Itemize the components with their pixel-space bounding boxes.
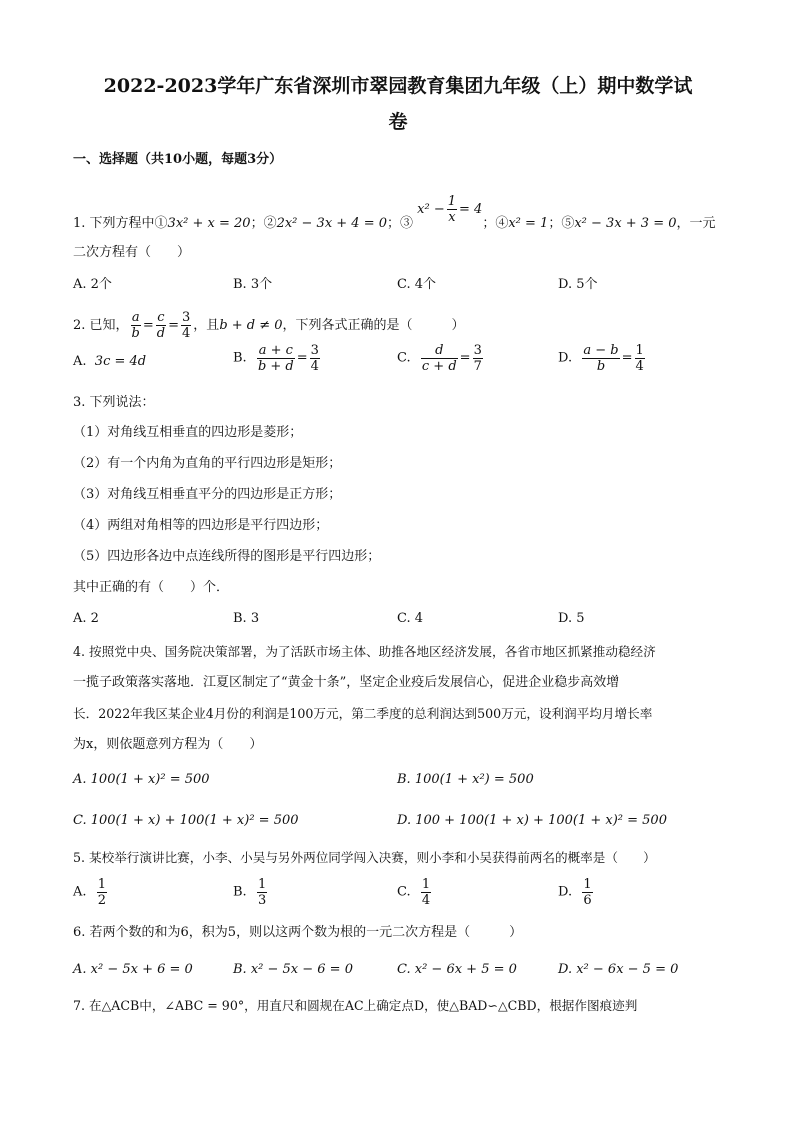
q3-option-c[interactable]: C. 4 [397,611,424,626]
exam-title-line1: 2022-2023学年广东省深圳市翠园教育集团九年级（上）期中数学试 [103,75,693,97]
q2-option-c[interactable]: C. $\frac{d}{c + d}$ = $\frac{3}{7}$ [397,343,482,374]
q3-statement-1: （1）对角线互相垂直的四边形是菱形； [73,425,303,440]
q1-eq2: 2x² − 3x + 4 = 0 [276,216,388,231]
q1-option-b[interactable]: B. 3个 [233,277,273,292]
question-3-stem: 3. 下列说法： [73,395,155,410]
question-4-line1: 4. 按照党中央、国务院决策部署，为了活跃市场主体、助推各地区经济发展，各省市地区抓紧推动稳经济 [73,644,656,659]
q1-suffix: ，一元 [676,216,716,231]
q1-eq1: 3x² + x = 20 [167,216,251,231]
q3-statement-2: （2）有一个内角为直角的平行四边形是矩形； [73,456,342,471]
q1-eq3: x² − $\frac{1}{x}$ = 4 [417,194,483,225]
q1-sep5: ；⑤ [548,216,575,231]
q4-option-a[interactable]: A. 100(1 + x)² = 500 [73,772,210,787]
q1-option-c[interactable]: C. 4个 [397,277,437,292]
question-2-stem: 2. 已知， $\frac{a}{b}$ = $\frac{c}{d}$ = $\frac{3}{4}$ ，且b + d ≠ 0，下列各式正确的是（ ） [73,310,465,341]
q2-condition: b + d ≠ 0 [219,318,283,333]
q1-eq3-fraction: $\frac{1}{x}$ [447,194,457,225]
question-1-line2: 二次方程有（ ） [73,245,191,260]
question-4-line4: 为x，则依题意列方程为（ ） [73,737,263,752]
question-1-line1 [73,194,716,239]
q3-option-d[interactable]: D. 5 [558,611,585,626]
q1-sep4: ；④ [482,216,509,231]
q1-eq5: x² − 3x + 3 = 0 [574,216,677,231]
question-4-line2: 一揽子政策落实落地．江夏区制定了“黄金十条”，坚定企业疫后发展信心，促进企业稳步高效增 [73,675,620,690]
q3-statement-4: （4）两组对角相等的四边形是平行四边形； [73,518,329,533]
q1-option-a[interactable]: A. 2个 [73,277,112,292]
q4-option-b[interactable]: B. 100(1 + x²) = 500 [397,772,534,787]
q1-option-d[interactable]: D. 5个 [558,277,598,292]
q3-statement-5: （5）四边形各边中点连线所得的图形是平行四边形； [73,549,381,564]
q1-sep2: ；② [250,216,277,231]
q2-frac-a-b: $\frac{a}{b}$ [131,310,140,341]
section-heading: 一、选择题（共10小题，每题3分） [73,152,283,167]
q5-option-c[interactable]: C. $\frac{1}{4}$ [397,877,431,908]
q2-frac-3-4: $\frac{3}{4}$ [182,310,191,341]
q4-option-d[interactable]: D. 100 + 100(1 + x) + 100(1 + x)² = 500 [397,813,667,828]
q1-prefix: 1. 下列方程中① [73,216,168,231]
question-4-line3: 长．2022年我区某企业4月份的利润是100万元，第二季度的总利润达到500万元，设利润平均月增长率 [73,706,653,721]
q3-statement-3: （3）对角线互相垂直平分的四边形是正方形； [73,487,342,502]
question-6-stem: 6. 若两个数的和为6，积为5，则以这两个数为根的一元二次方程是（ ） [73,925,523,940]
exam-title-line2: 卷 [388,111,408,133]
q2-option-a[interactable]: A. 3c = 4d [73,354,147,369]
question-5-stem: 5. 某校举行演讲比赛，小李、小吴与另外两位同学闯入决赛，则小李和小吴获得前两名的概率是（ ） [73,850,656,865]
q2-option-b[interactable]: B. $\frac{a + c}{b + d}$ = $\frac{3}{4}$ [233,343,319,374]
q6-option-d[interactable]: D. x² − 6x − 5 = 0 [558,962,679,977]
q2-option-d[interactable]: D. $\frac{a - b}{b}$ = $\frac{1}{4}$ [558,343,644,374]
question-7-stem: 7. 在△ACB中，∠ABC = 90°，用直尺和圆规在AC上确定点D，使△BAD∽△CBD，根据作图痕迹判 [73,998,638,1013]
q4-option-c[interactable]: C. 100(1 + x) + 100(1 + x)² = 500 [73,813,299,828]
q3-option-b[interactable]: B. 3 [233,611,260,626]
q2-frac-c-d: $\frac{c}{d}$ [156,310,166,341]
q5-option-a[interactable]: A. $\frac{1}{2}$ [73,877,107,908]
q3-question: 其中正确的有（ ）个． [73,580,230,595]
q6-option-a[interactable]: A. x² − 5x + 6 = 0 [73,962,193,977]
q3-option-a[interactable]: A. 2 [73,611,99,626]
q5-option-d[interactable]: D. $\frac{1}{6}$ [558,877,592,908]
q6-option-b[interactable]: B. x² − 5x − 6 = 0 [233,962,353,977]
q5-option-b[interactable]: B. $\frac{1}{3}$ [233,877,267,908]
q6-option-c[interactable]: C. x² − 6x + 5 = 0 [397,962,517,977]
q1-sep3: ；③ [387,216,414,231]
q1-eq4: x² = 1 [508,216,549,231]
